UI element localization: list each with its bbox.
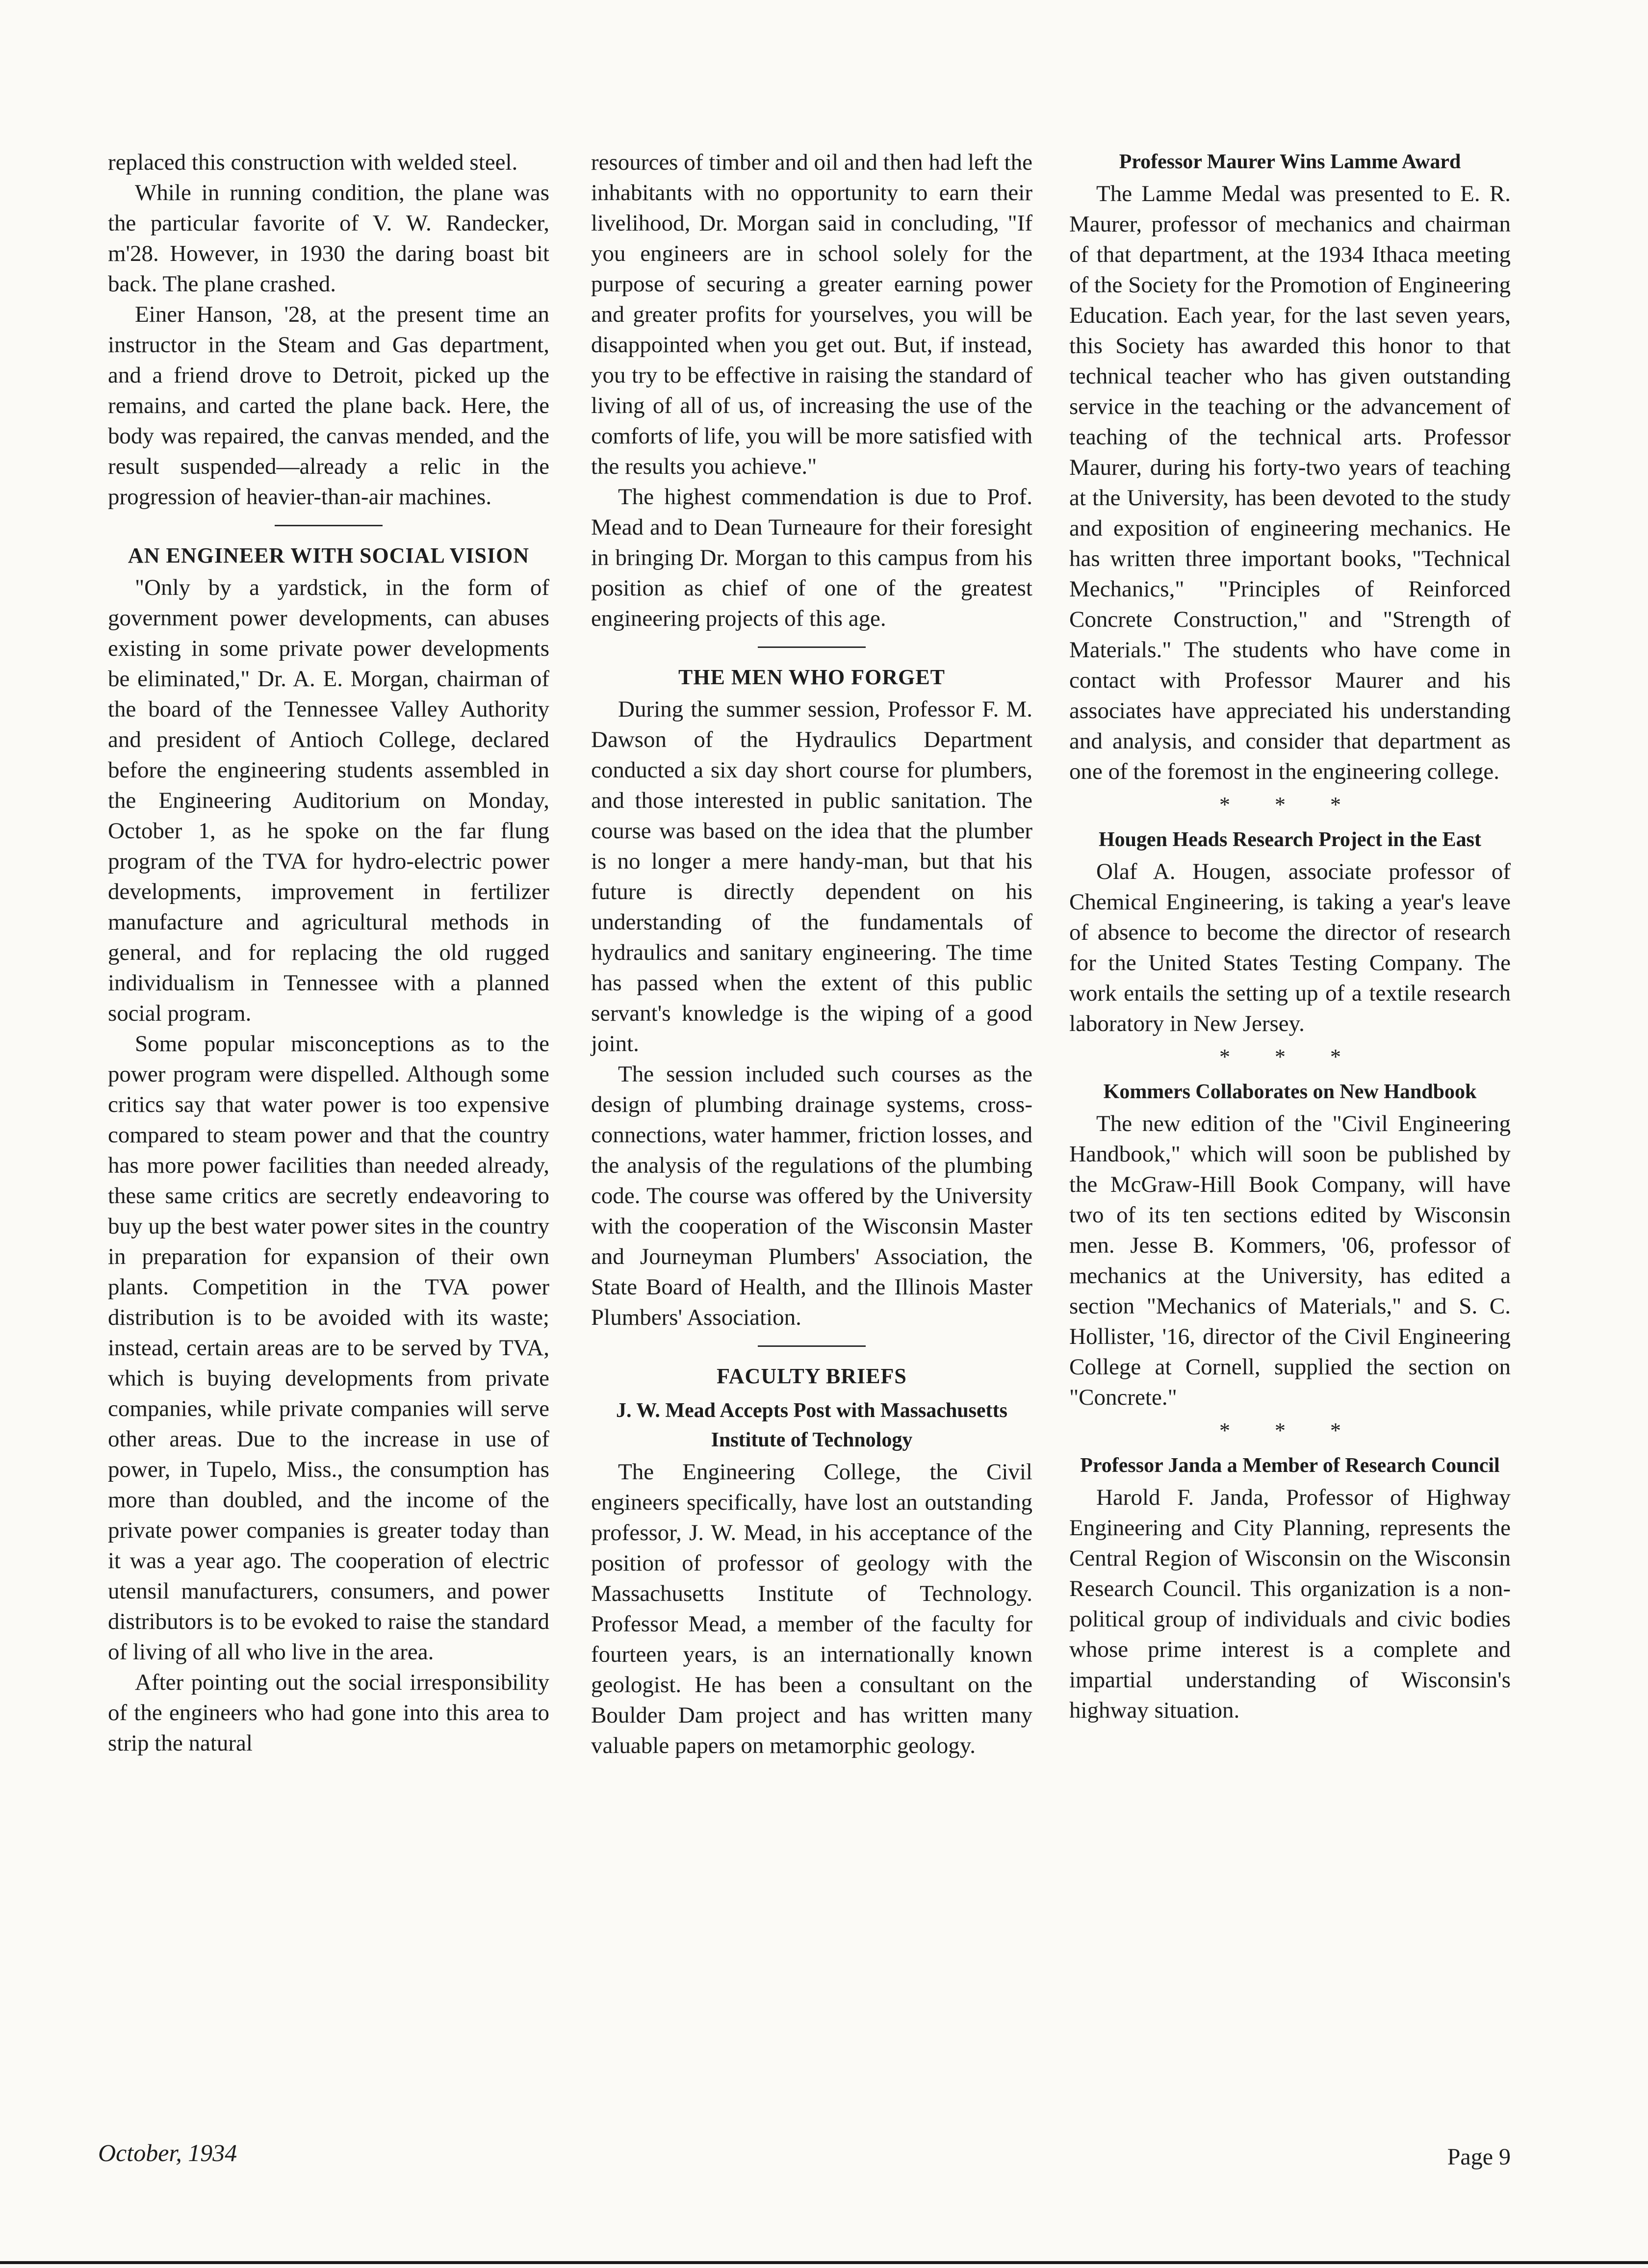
section-heading: AN ENGINEER WITH SOCIAL VISION xyxy=(128,543,530,567)
divider xyxy=(275,525,383,526)
page-edge-rule xyxy=(0,2261,1648,2264)
paragraph: The highest commendation is due to Prof. Mead and to Dean Turneaure for their foresight in bringing Dr. Morgan to this campus from his position as chief of one of the greatest engineering projects of this age. xyxy=(591,484,1032,631)
paragraph: "Only by a yardstick, in the form of government power developments, can abuses existing in some private power developments be eliminated," Dr. A. E. Morgan, chairman of the board of the Tennessee Valley Authority and president of Antioch College, declared before the engineering students assembled in the Engineering Auditorium on Monday, October 1, as he spoke on the far flung program of the TVA for hydro-electric power developments, improvement in fertilizer manufacture and agricultural methods in general, and for replacing the old rugged individualism in Tennessee with a planned social program. xyxy=(108,575,549,1026)
sub-heading: Hougen Heads Research Project in the East xyxy=(1098,828,1482,851)
paragraph: After pointing out the social irresponsibility of the engineers who had gone into this area to strip the natural xyxy=(108,1670,549,1756)
paragraph: replaced this construction with welded steel. xyxy=(108,150,518,175)
paragraph: Harold F. Janda, Professor of Highway Engineering and City Planning, represents the Central Region of Wisconsin on the Wisconsin Research Council. This organization is a non-political group of individuals and civic bodies whose prime interest is a complete and impartial understanding of Wisconsin's highway situation. xyxy=(1069,1485,1511,1723)
column-2 xyxy=(591,147,1032,1761)
paragraph: resources of timber and oil and then had left the inhabitants with no opportunity to earn their livelihood, Dr. Morgan said in concluding, "If you engineers are in school solely for the purpose of securing a greater earning power and greater profits for yourselves, you will be disappointed when you get out. But, if instead, you try to be effective in raising the standard of living of all of us, of increasing the use of the comforts of life, you will be more satisfied with the results you achieve." xyxy=(591,150,1032,479)
paragraph: The Lamme Medal was presented to E. R. Maurer, professor of mechanics and chairman of that department, at the 1934 Ithaca meeting of the Society for the Promotion of Engineering Education. Each year, for the last seven years, this Society has awarded this honor to that technical teacher who has given outstanding service in the teaching or the advancement of teaching of the technical arts. Professor Maurer, during his forty-two years of teaching at the University, has been devoted to the study and exposition of engineering mechanics. He has written three important books, "Technical Mechanics," "Principles of Reinforced Concrete Construction," and "Strength of Materials." The students who have come in contact with Professor Maurer and his associates have appreciated his understanding and analysis, and consider that department as one of the foremost in the engineering college. xyxy=(1069,181,1511,784)
column-1 xyxy=(108,147,549,1758)
divider xyxy=(758,646,866,648)
paragraph: Olaf A. Hougen, associate professor of Chemical Engineering, is taking a year's leave of absence to become the director of research for the United States Testing Company. The work entails the setting up of a textile research laboratory in New Jersey. xyxy=(1069,859,1511,1036)
page-number: Page 9 xyxy=(1447,2144,1511,2170)
separator-stars: * * * xyxy=(1219,1418,1361,1443)
separator-stars: * * * xyxy=(1219,793,1361,817)
separator-stars: * * * xyxy=(1219,1045,1361,1069)
column-3 xyxy=(1069,147,1511,1726)
paragraph: Some popular misconceptions as to the power program were dispelled. Although some critics say that water power is too expensive compared to steam power and that the country has more power facilities than needed already, these same critics are secretly endeavoring to buy up the best water power sites in the country in preparation for expansion of their own plants. Competition in the TVA power distribution is to be avoided with its waste; instead, certain areas are to be served by TVA, which is buying developments from private companies, while private companies will serve other areas. Due to the increase in use of power, in Tupelo, Miss., the consumption has more than doubled, and the income of the private power companies is greater today than it was a year ago. The cooperation of electric utensil manufacturers, consumers, and power distributors is to be evoked to raise the standard of living of all who live in the area. xyxy=(108,1031,549,1665)
sub-heading: J. W. Mead Accepts Post with Massachusetts Institute of Technology xyxy=(616,1399,1007,1451)
sub-heading: Professor Maurer Wins Lamme Award xyxy=(1119,151,1461,173)
paragraph: The Engineering College, the Civil engineers specifically, have lost an outstanding professor, J. W. Mead, in his acceptance of the position of professor of geology with the Massachusetts Institute of Technology. Professor Mead, a member of the faculty for fourteen years, is an internationally known geologist. He has been a consultant on the Boulder Dam project and has written many valuable papers on metamorphic geology. xyxy=(591,1459,1032,1758)
sub-heading: Professor Janda a Member of Research Council xyxy=(1080,1454,1500,1477)
paragraph: Einer Hanson, '28, at the present time an instructor in the Steam and Gas department, and a friend drove to Detroit, picked up the remains, and carted the plane back. Here, the body was repaired, the canvas mended, and the result suspended—already a relic in the progression of heavier-than-air machines. xyxy=(108,302,549,510)
divider xyxy=(758,1345,866,1347)
paragraph: During the summer session, Professor F. M. Dawson of the Hydraulics Department conducted a six day short course for plumbers, and those interested in public sanitation. The course was based on the idea that the plumber is no longer a mere handy-man, but that his future is directly dependent on his understanding of the fundamentals of hydraulics and sanitary engineering. The time has passed when the extent of this public servant's knowledge is the wiping of a good joint. xyxy=(591,696,1032,1057)
section-heading: FACULTY BRIEFS xyxy=(717,1364,907,1388)
paragraph: The session included such courses as the design of plumbing drainage systems, cross-connections, water hammer, friction losses, and the analysis of the regulations of the plumbing code. The course was offered by the University with the cooperation of the Wisconsin Master and Journeyman Plumbers' Association, the State Board of Health, and the Illinois Master Plumbers' Association. xyxy=(591,1061,1032,1330)
paragraph: While in running condition, the plane was the particular favorite of V. W. Randecker, m'28. However, in 1930 the daring boast bit back. The plane crashed. xyxy=(108,180,549,297)
sub-heading: Kommers Collaborates on New Handbook xyxy=(1103,1081,1477,1103)
paragraph: The new edition of the "Civil Engineering Handbook," which will soon be published by the McGraw-Hill Book Company, will have two of its ten sections edited by Wisconsin men. Jesse B. Kommers, '06, professor of mechanics at the University, has edited a section "Mechanics of Materials," and S. C. Hollister, '16, director of the Civil Engineering College at Cornell, supplied the section on "Concrete." xyxy=(1069,1111,1511,1410)
section-heading: THE MEN WHO FORGET xyxy=(678,665,946,689)
issue-date: October, 1934 xyxy=(98,2139,237,2166)
